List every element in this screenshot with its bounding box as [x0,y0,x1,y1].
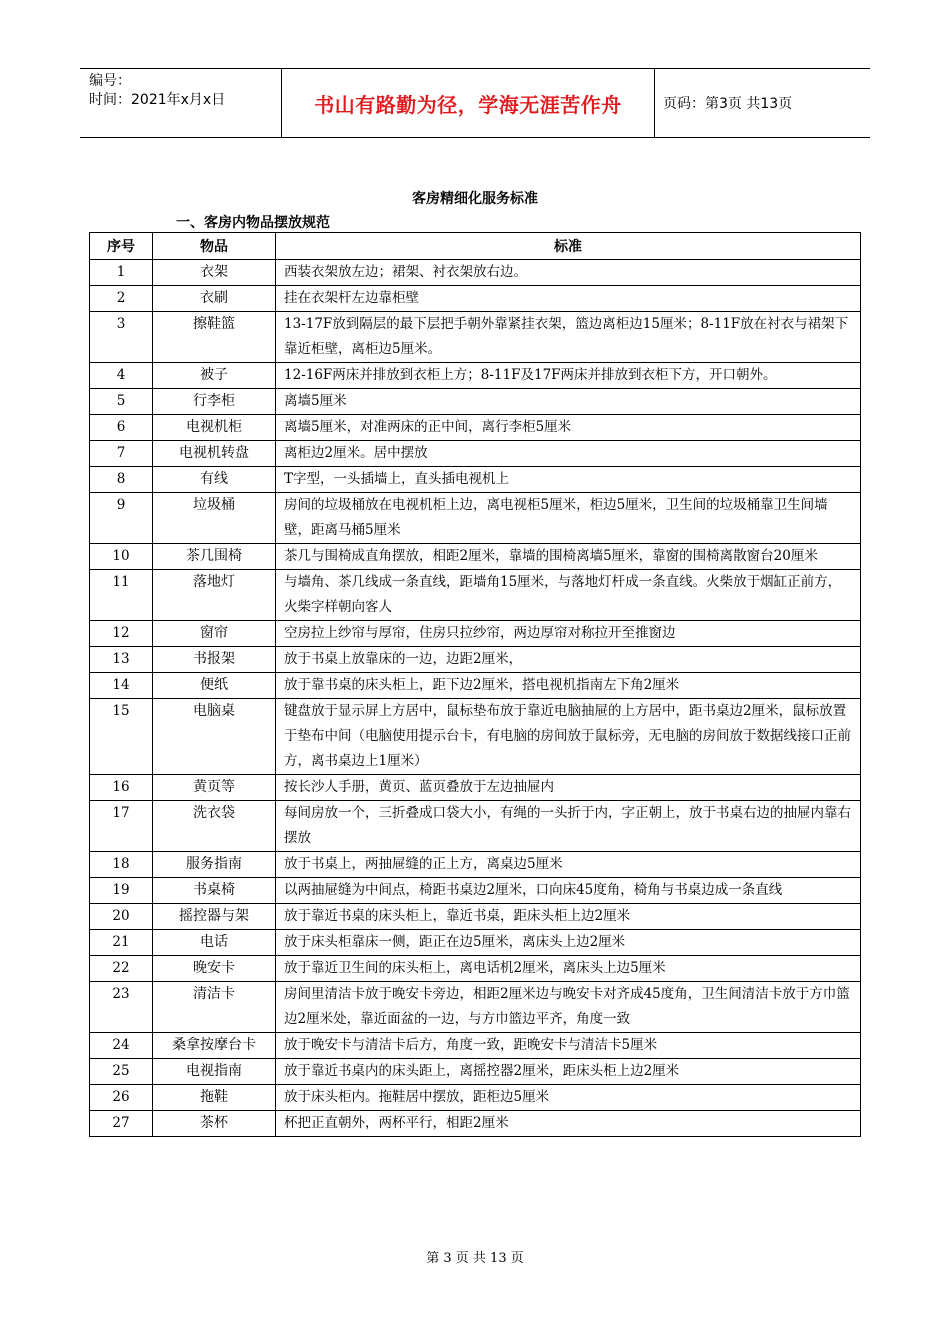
column-header-standard: 标准 [276,233,861,260]
row-number: 22 [90,956,153,982]
row-item: 电视指南 [153,1059,276,1085]
row-standard: 按长沙人手册，黄页、蓝页叠放于左边抽屉内 [276,775,861,801]
table-row [90,493,861,544]
row-item: 服务指南 [153,852,276,878]
table-row [90,570,861,621]
row-item: 电话 [153,930,276,956]
row-standard: 放于靠书桌的床头柜上，距下边2厘米，搭电视机指南左下角2厘米 [276,673,861,699]
row-standard: 房间里清洁卡放于晚安卡旁边，相距2厘米边与晚安卡对齐成45度角，卫生间清洁卡放于方巾篮边2厘米处，靠近面盆的一边，与方巾篮边平齐，角度一致 [276,982,861,1033]
row-number: 4 [90,363,153,389]
row-item: 电视机柜 [153,415,276,441]
header-motto: 书山有路勤为径，学海无涯苦作舟 [314,92,622,117]
row-standard: 空房拉上纱帘与厚帘，住房只拉纱帘，两边厚帘对称拉开至推窗边 [276,621,861,647]
row-item: 茶杯 [153,1111,276,1137]
row-standard: 与墙角、茶几线成一条直线，距墙角15厘米，与落地灯杆成一条直线。火柴放于烟缸正前方，火柴字样朝向客人 [276,570,861,621]
table-row [90,699,861,775]
row-item: 茶几围椅 [153,544,276,570]
table-row [90,363,861,389]
row-item: 桑拿按摩台卡 [153,1033,276,1059]
table-row [90,389,861,415]
table-row [90,621,861,647]
row-number: 3 [90,312,153,363]
row-number: 19 [90,878,153,904]
table-row [90,1111,861,1137]
row-standard: 西装衣架放左边；裙架、衬衣架放右边。 [276,260,861,286]
row-standard: 茶几与围椅成直角摆放，相距2厘米，靠墙的围椅离墙5厘米，靠窗的围椅离散窗台20厘米 [276,544,861,570]
row-number: 12 [90,621,153,647]
row-number: 10 [90,544,153,570]
table-row [90,904,861,930]
placement-standards-table [89,232,861,1137]
row-number: 8 [90,467,153,493]
row-item: 摇控器与架 [153,904,276,930]
page-header [80,68,870,138]
row-item: 擦鞋篮 [153,312,276,363]
row-number: 17 [90,801,153,852]
row-standard: 离柜边2厘米。居中摆放 [276,441,861,467]
row-number: 7 [90,441,153,467]
row-standard: 放于书桌上放靠床的一边，边距2厘米， [276,647,861,673]
row-item: 拖鞋 [153,1085,276,1111]
table-row [90,1085,861,1111]
table-row [90,930,861,956]
row-number: 23 [90,982,153,1033]
table-row [90,956,861,982]
table-body [90,260,861,1137]
row-item: 落地灯 [153,570,276,621]
row-number: 2 [90,286,153,312]
row-standard: 放于晚安卡与清洁卡后方，角度一致，距晚安卡与清洁卡5厘米 [276,1033,861,1059]
row-standard: 离墙5厘米 [276,389,861,415]
row-standard: 放于靠近书桌的床头柜上，靠近书桌，距床头柜上边2厘米 [276,904,861,930]
row-number: 5 [90,389,153,415]
document-title: 客房精细化服务标准 [412,191,538,207]
row-number: 21 [90,930,153,956]
row-number: 1 [90,260,153,286]
row-number: 24 [90,1033,153,1059]
row-item: 被子 [153,363,276,389]
row-number: 6 [90,415,153,441]
row-item: 行李柜 [153,389,276,415]
row-number: 18 [90,852,153,878]
table-row [90,260,861,286]
row-item: 便纸 [153,673,276,699]
table-row [90,1033,861,1059]
table-row [90,467,861,493]
column-header-number: 序号 [90,233,153,260]
header-divider [654,69,655,137]
table-row [90,775,861,801]
row-standard: 放于靠近卫生间的床头柜上，离电话机2厘米，离床头上边5厘米 [276,956,861,982]
table-row [90,415,861,441]
row-number: 14 [90,673,153,699]
column-header-item: 物品 [153,233,276,260]
row-item: 衣刷 [153,286,276,312]
page-footer: 第 3 页 共 13 页 [426,1251,524,1266]
row-standard: 13-17F放到隔层的最下层把手朝外靠紧挂衣架，篮边离柜边15厘米；8-11F放在衬衣与裙架下靠近柜壁，离柜边5厘米。 [276,312,861,363]
table-row [90,801,861,852]
row-standard: 放于靠近书桌内的床头距上，离摇控器2厘米，距床头柜上边2厘米 [276,1059,861,1085]
row-number: 9 [90,493,153,544]
header-meta [89,72,225,110]
row-standard: 每间房放一个，三折叠成口袋大小，有绳的一头折于内，字正朝上，放于书桌右边的抽屉内靠右摆放 [276,801,861,852]
table-row [90,647,861,673]
row-number: 16 [90,775,153,801]
table-row [90,441,861,467]
row-item: 晚安卡 [153,956,276,982]
row-number: 13 [90,647,153,673]
row-standard: 以两抽屉缝为中间点，椅距书桌边2厘米，口向床45度角，椅角与书桌边成一条直线 [276,878,861,904]
row-standard: 键盘放于显示屏上方居中，鼠标垫布放于靠近电脑抽屉的上方居中，距书桌边2厘米，鼠标放置于垫布中间（电脑使用提示台卡，有电脑的房间放于鼠标旁，无电脑的房间放于数据线接口正前方，离书桌边上1厘米） [276,699,861,775]
table-row [90,1059,861,1085]
table-row [90,312,861,363]
row-item: 有线 [153,467,276,493]
row-number: 15 [90,699,153,775]
table-row [90,673,861,699]
row-item: 清洁卡 [153,982,276,1033]
row-item: 书报架 [153,647,276,673]
row-item: 衣架 [153,260,276,286]
table-row [90,852,861,878]
row-standard: T字型，一头插墙上，直头插电视机上 [276,467,861,493]
row-item: 垃圾桶 [153,493,276,544]
row-standard: 放于书桌上，两抽屉缝的正上方，离桌边5厘米 [276,852,861,878]
document-number-label: 编号： [89,73,131,89]
row-item: 书桌椅 [153,878,276,904]
row-item: 洗衣袋 [153,801,276,852]
table-row [90,878,861,904]
row-item: 电脑桌 [153,699,276,775]
header-page-info: 页码：第3页 共13页 [663,96,793,112]
row-item: 窗帘 [153,621,276,647]
row-item: 电视机转盘 [153,441,276,467]
row-standard: 房间的垃圾桶放在电视机柜上边，离电视柜5厘米，柜边5厘米，卫生间的垃圾桶靠卫生间墙壁，距离马桶5厘米 [276,493,861,544]
table-header-row [90,233,861,260]
row-number: 11 [90,570,153,621]
row-number: 26 [90,1085,153,1111]
row-standard: 离墙5厘米，对准两床的正中间，离行李柜5厘米 [276,415,861,441]
document-date: 时间：2021年x月x日 [89,92,226,108]
row-standard: 放于床头柜内。拖鞋居中摆放，距柜边5厘米 [276,1085,861,1111]
row-standard: 12-16F两床并排放到衣柜上方；8-11F及17F两床并排放到衣柜下方，开口朝外。 [276,363,861,389]
table-row [90,544,861,570]
row-number: 25 [90,1059,153,1085]
row-standard: 挂在衣架杆左边靠柜壁 [276,286,861,312]
section-title: 一、客房内物品摆放规范 [176,215,330,231]
table-row [90,982,861,1033]
row-item: 黄页等 [153,775,276,801]
row-standard: 放于床头柜靠床一侧，距正在边5厘米，离床头上边2厘米 [276,930,861,956]
table-row [90,286,861,312]
row-number: 20 [90,904,153,930]
row-standard: 杯把正直朝外，两杯平行，相距2厘米 [276,1111,861,1137]
row-number: 27 [90,1111,153,1137]
